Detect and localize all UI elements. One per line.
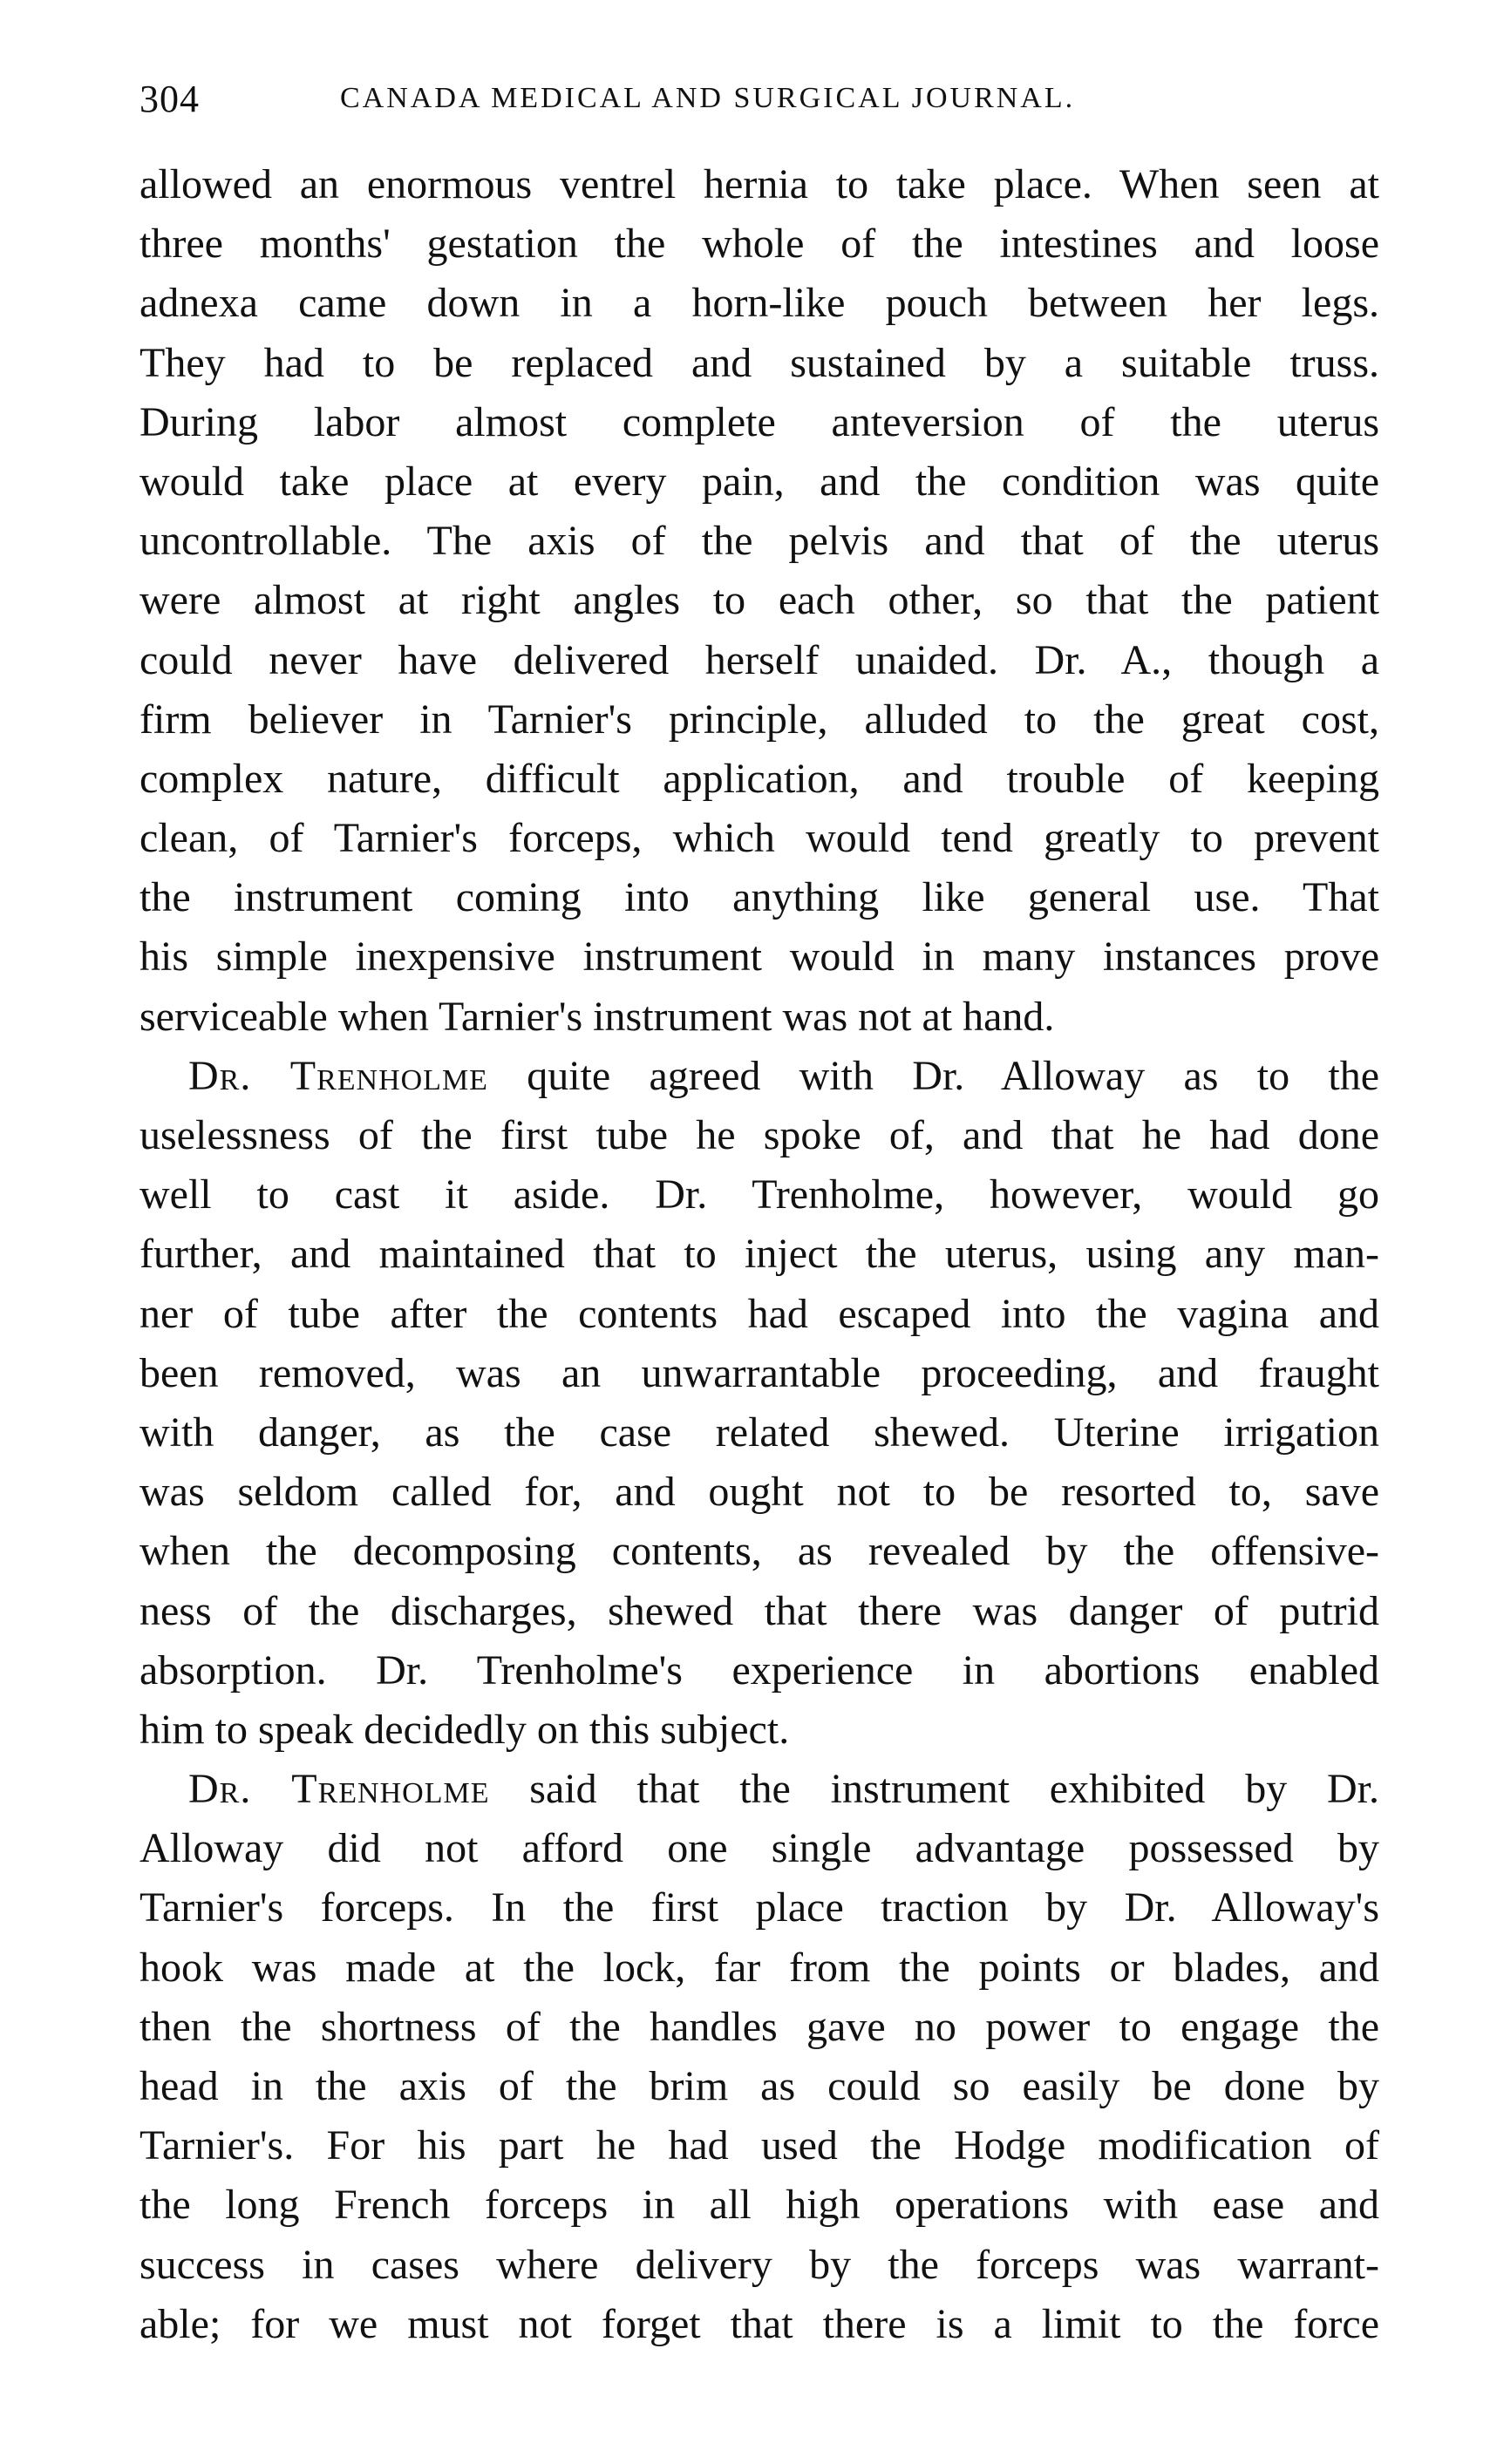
text-line: would take place at every pain, and the condition was quite [139,458,1379,505]
body-text [139,155,1379,2354]
text-line: complex nature, difficult application, and trouble of keeping [139,755,1379,802]
text-line: the long French forceps in all high operations with ease and [139,2182,1379,2229]
text-line: Tarnier's forceps. In the first place traction by Dr. Alloway's [139,1884,1379,1931]
text-line: uncontrollable. The axis of the pelvis and that of the uterus [139,518,1379,565]
text-line: him to speak decidedly on this subject. [139,1706,790,1753]
text-line: further, and maintained that to inject the uterus, using any man- [139,1231,1379,1278]
running-header [139,77,1378,129]
text-line: when the decomposing contents, as revealed by the offensive- [139,1528,1379,1575]
text-line: could never have delivered herself unaided. Dr. A., though a [139,636,1379,683]
journal-title: CANADA MEDICAL AND SURGICAL JOURNAL. [340,82,1076,114]
text-line: able; for we must not forget that there is a limit to the force [139,2300,1379,2347]
text-line: hook was made at the lock, far from the points or blades, and [139,1944,1379,1991]
text-line: the instrument coming into anything like general use. That [139,874,1379,921]
text-line: then the shortness of the handles gave no power to engage the [139,2003,1379,2050]
text-line: was seldom called for, and ought not to be resorted to, save [139,1469,1379,1516]
page-number: 304 [139,78,200,120]
text-line: adnexa came down in a horn-like pouch between her legs. [139,280,1379,327]
text-line: ness of the discharges, shewed that there was danger of putrid [139,1587,1379,1634]
text-line: Tarnier's. For his part he had used the Hodge modification of [139,2122,1379,2169]
text-line: allowed an enormous ventrel hernia to take place. When seen at [139,161,1379,207]
text-line: serviceable when Tarnier's instrument was not at hand. [139,993,1055,1040]
text-line: absorption. Dr. Trenholme's experience in abortions enabled [139,1646,1379,1694]
speaker-name: Dr. Trenholme [188,1766,490,1813]
paragraph-first-line [139,1047,1379,1106]
text-line: Alloway did not afford one single advantage possessed by [139,1825,1379,1872]
text-line: his simple inexpensive instrument would in many instances prove [139,933,1379,981]
text-line: been removed, was an unwarrantable proceeding, and fraught [139,1349,1379,1396]
text-line: ner of tube after the contents had escaped into the vagina and [139,1290,1379,1337]
text-line: They had to be replaced and sustained by a suitable truss. [139,339,1379,386]
text-line: three months' gestation the whole of the intestines and loose [139,221,1379,268]
text-line: success in cases where delivery by the forceps was warrant- [139,2241,1379,2288]
text-line: firm believer in Tarnier's principle, alluded to the great cost, [139,696,1379,743]
text-line: well to cast it aside. Dr. Trenholme, however, would go [139,1171,1379,1218]
text-span: quite agreed with Dr. Alloway as to the [527,1052,1379,1099]
speaker-name: Dr. Trenholme [188,1052,488,1099]
text-line: head in the axis of the brim as could so easily be done by [139,2063,1379,2109]
paragraph-first-line [139,1760,1379,1819]
text-line: with danger, as the case related shewed. Uterine irrigation [139,1408,1379,1456]
text-line: uselessness of the first tube he spoke of, and that he had done [139,1112,1379,1158]
text-line: were almost at right angles to each other, so that the patient [139,577,1379,624]
text-line: During labor almost complete anteversion of the uterus [139,398,1379,445]
text-line: clean, of Tarnier's forceps, which would tend greatly to prevent [139,815,1379,862]
text-span: said that the instrument exhibited by Dr. [529,1766,1379,1813]
